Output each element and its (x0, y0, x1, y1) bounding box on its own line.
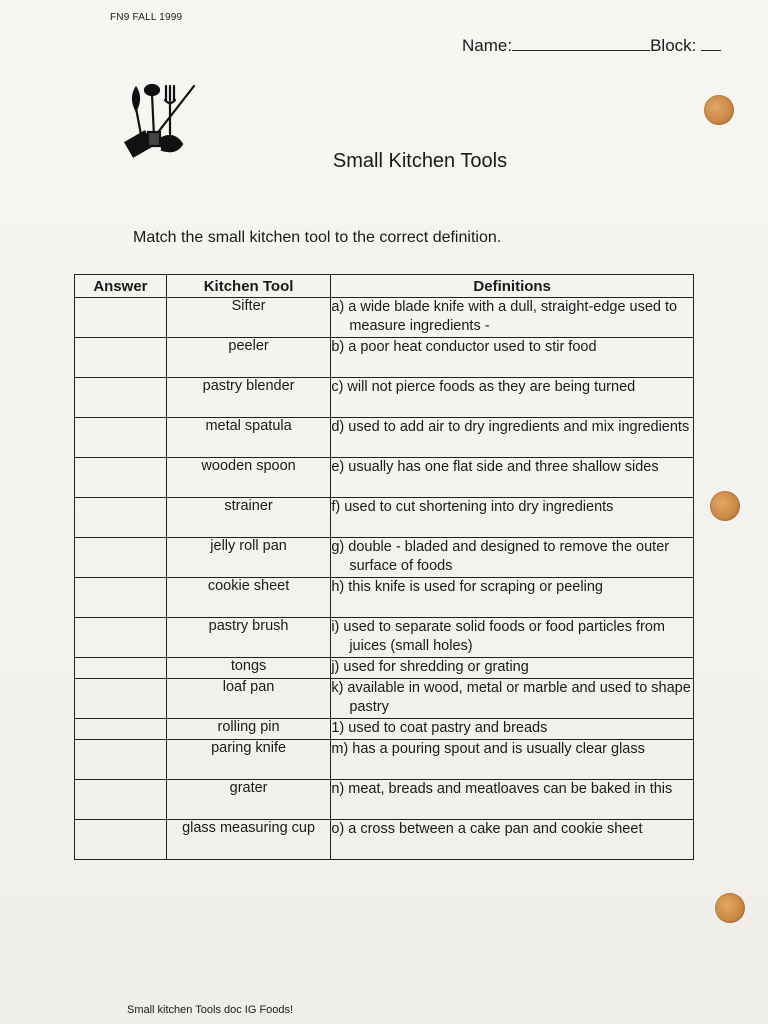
definition-text: i) used to separate solid foods or food particles from juices (small holes) (331, 619, 665, 654)
answer-cell[interactable] (75, 820, 167, 860)
answer-cell[interactable] (75, 780, 167, 820)
definition-text: f) used to cut shortening into dry ingredients (331, 499, 614, 515)
definition-cell (331, 578, 694, 618)
answer-cell[interactable] (75, 618, 167, 658)
table-row (75, 458, 694, 498)
tool-cell: peeler (166, 338, 331, 378)
table-row (75, 719, 694, 740)
definition-text: c) will not pierce foods as they are being turned (331, 379, 636, 395)
tool-cell: metal spatula (166, 418, 331, 458)
table-row (75, 298, 694, 338)
answer-cell[interactable] (75, 740, 167, 780)
definition-text: 1) used to coat pastry and breads (331, 720, 548, 736)
table-row (75, 820, 694, 860)
definition-cell (331, 418, 694, 458)
table-row (75, 378, 694, 418)
tool-cell: paring knife (166, 740, 331, 780)
header-answer: Answer (75, 275, 167, 298)
definition-text: n) meat, breads and meatloaves can be baked in this (331, 781, 673, 797)
definition-text: e) usually has one flat side and three shallow sides (331, 459, 659, 475)
footer-filename: Small kitchen Tools doc IG Foods! (127, 1004, 294, 1016)
definition-cell (331, 298, 694, 338)
table-row (75, 679, 694, 719)
binder-hole (704, 95, 734, 125)
definition-text: a) a wide blade knife with a dull, straight-edge used to measure ingredients - (331, 299, 678, 334)
tool-cell: cookie sheet (166, 578, 331, 618)
definition-text: h) this knife is used for scraping or peeling (331, 579, 603, 595)
table-row (75, 618, 694, 658)
course-code: FN9 FALL 1999 (110, 12, 183, 23)
name-block-line (462, 36, 721, 56)
tool-cell: pastry brush (166, 618, 331, 658)
table-row (75, 578, 694, 618)
definition-text: j) used for shredding or grating (331, 659, 529, 675)
definition-text: m) has a pouring spout and is usually clear glass (331, 741, 645, 757)
definition-cell (331, 618, 694, 658)
name-blank[interactable] (512, 36, 650, 51)
definition-text: g) double - bladed and designed to remove the outer surface of foods (331, 539, 670, 574)
answer-cell[interactable] (75, 719, 167, 740)
answer-cell[interactable] (75, 458, 167, 498)
answer-cell[interactable] (75, 498, 167, 538)
header-definitions: Definitions (331, 275, 694, 298)
definition-cell (331, 679, 694, 719)
table-row (75, 418, 694, 458)
tool-cell: tongs (166, 658, 331, 679)
table-row (75, 780, 694, 820)
definition-text: k) available in wood, metal or marble and used to shape pastry (331, 680, 691, 715)
definition-cell (331, 378, 694, 418)
answer-cell[interactable] (75, 378, 167, 418)
definition-text: b) a poor heat conductor used to stir food (331, 339, 597, 355)
definition-cell (331, 780, 694, 820)
answer-cell[interactable] (75, 578, 167, 618)
tool-cell: grater (166, 780, 331, 820)
table-header-row (75, 275, 694, 298)
table-row (75, 740, 694, 780)
definition-cell (331, 820, 694, 860)
name-label: Name: (462, 36, 513, 55)
page-title: Small Kitchen Tools (332, 150, 508, 172)
definition-cell (331, 538, 694, 578)
tool-cell: jelly roll pan (166, 538, 331, 578)
table-row (75, 338, 694, 378)
definition-text: o) a cross between a cake pan and cookie sheet (331, 821, 643, 837)
definition-cell (331, 719, 694, 740)
answer-cell[interactable] (75, 679, 167, 719)
binder-hole (715, 893, 745, 923)
header-kitchen-tool: Kitchen Tool (166, 275, 331, 298)
block-label: Block: (650, 36, 697, 55)
definition-cell (331, 338, 694, 378)
table-row (75, 538, 694, 578)
definition-cell (331, 458, 694, 498)
tool-cell: strainer (166, 498, 331, 538)
definition-cell (331, 740, 694, 780)
answer-cell[interactable] (75, 298, 167, 338)
answer-cell[interactable] (75, 418, 167, 458)
matching-table (74, 274, 694, 860)
answer-cell[interactable] (75, 538, 167, 578)
tool-cell: wooden spoon (166, 458, 331, 498)
tool-cell: pastry blender (166, 378, 331, 418)
binder-hole (710, 491, 740, 521)
table-row (75, 658, 694, 679)
definition-text: d) used to add air to dry ingredients and mix ingredients (331, 419, 690, 435)
tool-cell: glass measuring cup (166, 820, 331, 860)
answer-cell[interactable] (75, 338, 167, 378)
block-blank[interactable] (701, 36, 721, 51)
tool-cell: loaf pan (166, 679, 331, 719)
definition-cell (331, 658, 694, 679)
tool-cell: Sifter (166, 298, 331, 338)
answer-cell[interactable] (75, 658, 167, 679)
instructions: Match the small kitchen tool to the correct definition. (133, 229, 502, 246)
table-row (75, 498, 694, 538)
definition-cell (331, 498, 694, 538)
tool-cell: rolling pin (166, 719, 331, 740)
